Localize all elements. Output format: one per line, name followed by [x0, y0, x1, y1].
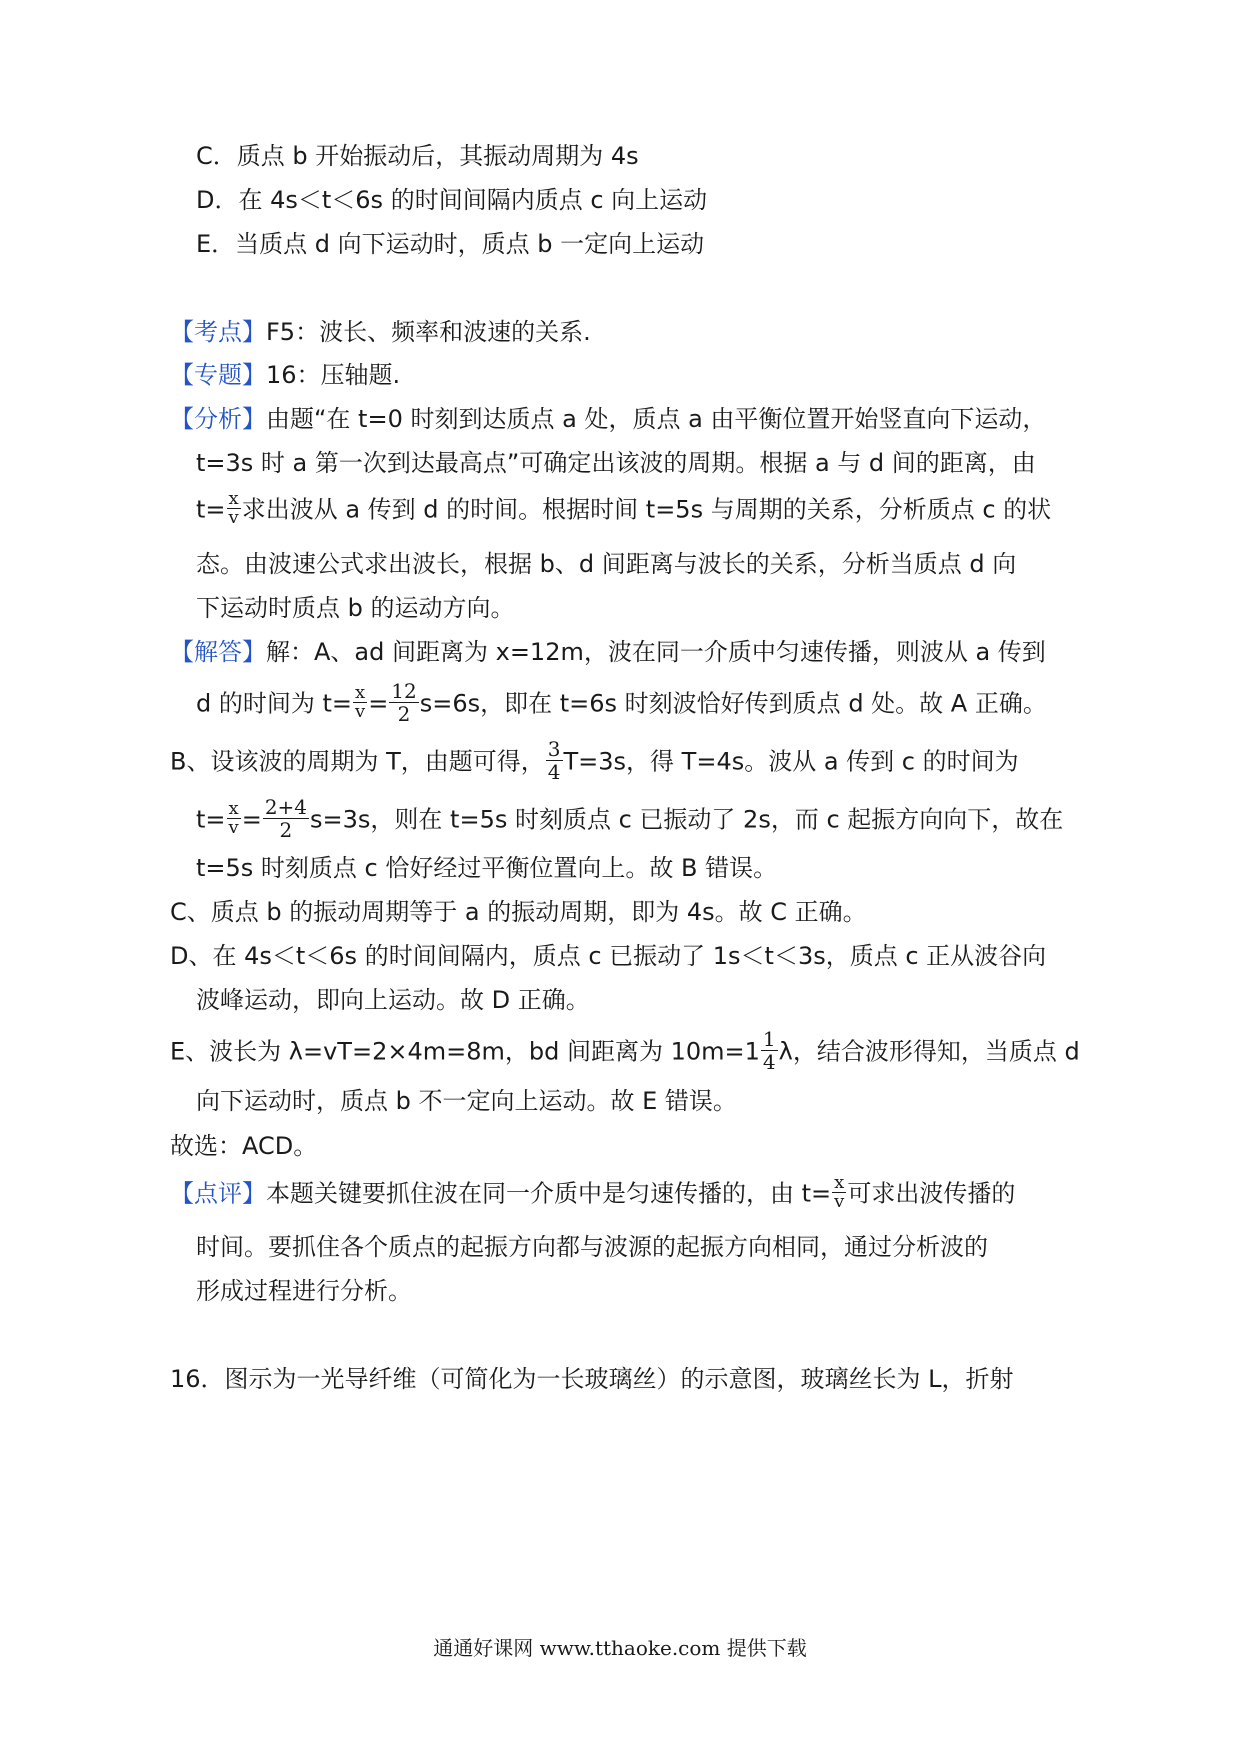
- fraction-x-over-v: $\frac{x}{v}$: [355, 682, 366, 722]
- jieda-text-a1: 解：A、ad 间距离为 x=12m，波在同一介质中匀速传播，则波从 a 传到: [266, 638, 1046, 666]
- dianping-l1-pre: 本题关键要抓住波在同一介质中是匀速传播的，由 t=: [266, 1179, 832, 1208]
- jieda-line-e2: 向下运动时，质点 b 不一定向上运动。故 E 错误。: [196, 1087, 737, 1115]
- fraction-x-over-v: $\frac{x}{v}$: [228, 798, 239, 838]
- fenxi-line-2: t=3s 时 a 第一次到达最高点”可确定出该波的周期。根据 a 与 d 间的距离，由: [196, 449, 1036, 477]
- jieda-line-a2: [196, 679, 1047, 727]
- jieda-line-b3: t=5s 时刻质点 c 恰好经过平衡位置向上。故 B 错误。: [196, 854, 778, 882]
- dianping-line-3: 形成过程进行分析。: [196, 1277, 412, 1305]
- jieda-line-1: [170, 636, 1046, 668]
- zhuanti-tag: 【专题】: [170, 361, 266, 389]
- question-16: 16．图示为一光导纤维（可简化为一长玻璃丝）的示意图，玻璃丝长为 L，折射: [170, 1365, 1014, 1393]
- kaodian-text: F5：波长、频率和波速的关系.: [266, 318, 591, 346]
- fraction-x-over-v: $\frac{x}{v}$: [228, 488, 239, 528]
- fenxi-text-3: 求出波从 a 传到 d 的时间。根据时间 t=5s 与周期的关系，分析质点 c 的状: [241, 495, 1052, 524]
- dianping-line-1: [170, 1172, 1016, 1213]
- fraction-3-over-4: $\frac{3}{4}$: [547, 737, 561, 784]
- fraction-12-over-2: $\frac{12}{2}$: [391, 679, 417, 726]
- fraction-1-over-4: $\frac{1}{4}$: [762, 1027, 776, 1074]
- jieda-b2-pre: t=: [196, 805, 226, 834]
- jieda-line-d1: D、在 4s＜t＜6s 的时间间隔内，质点 c 已振动了 1s＜t＜3s，质点 c 正从波谷向: [170, 942, 1047, 970]
- dianping-tag: 【点评】: [170, 1179, 266, 1208]
- zhuanti-line: [170, 359, 400, 391]
- equals-sign: =: [368, 689, 389, 718]
- option-e: E．当质点 d 向下运动时，质点 b 一定向上运动: [196, 230, 705, 258]
- option-c: C．质点 b 开始振动后，其振动周期为 4s: [196, 142, 639, 170]
- kaodian-line: [170, 316, 591, 348]
- jieda-e1-post: λ，结合波形得知，当质点 d: [778, 1037, 1080, 1066]
- fenxi-line-4: 态。由波速公式求出波长，根据 b、d 间距离与波长的关系，分析当质点 d 向: [196, 550, 1017, 578]
- jieda-line-c1: C、质点 b 的振动周期等于 a 的振动周期，即为 4s。故 C 正确。: [170, 898, 867, 926]
- jieda-b1-post: T=3s，得 T=4s。波从 a 传到 c 的时间为: [563, 747, 1019, 776]
- jieda-e1-pre: E、波长为 λ=vT=2×4m=8m，bd 间距离为 10m=1: [170, 1037, 760, 1066]
- jieda-line-b2: [196, 795, 1064, 843]
- kaodian-tag: 【考点】: [170, 318, 266, 346]
- jieda-tag: 【解答】: [170, 638, 266, 666]
- dianping-line-2: 时间。要抓住各个质点的起振方向都与波源的起振方向相同，通过分析波的: [196, 1233, 988, 1261]
- answer-line: 故选：ACD。: [170, 1132, 318, 1160]
- fraction-sum-over-2: $\frac{2+4}{2}$: [264, 795, 308, 842]
- equals-sign: =: [241, 805, 262, 834]
- fenxi-t-eq: t=: [196, 495, 226, 524]
- fraction-x-over-v: $\frac{x}{v}$: [834, 1172, 845, 1212]
- jieda-b1-pre: B、设该波的周期为 T，由题可得，: [170, 747, 545, 776]
- page-footer: 通通好课网 www.tthaoke.com 提供下载: [433, 1636, 807, 1660]
- fenxi-line-3: [196, 488, 1052, 529]
- fenxi-text-1: 由题“在 t=0 时刻到达质点 a 处，质点 a 由平衡位置开始竖直向下运动，: [266, 405, 1047, 433]
- jieda-a2-post: s=6s，即在 t=6s 时刻波恰好传到质点 d 处。故 A 正确。: [419, 689, 1047, 718]
- fenxi-line-5: 下运动时质点 b 的运动方向。: [196, 594, 515, 622]
- fenxi-tag: 【分析】: [170, 405, 266, 433]
- jieda-line-e1: [170, 1027, 1080, 1075]
- jieda-line-d2: 波峰运动，即向上运动。故 D 正确。: [196, 986, 590, 1014]
- fenxi-line-1: [170, 403, 1046, 435]
- jieda-line-b1: [170, 737, 1019, 785]
- jieda-b2-post: s=3s，则在 t=5s 时刻质点 c 已振动了 2s，而 c 起振方向向下，故在: [310, 805, 1064, 834]
- dianping-l1-post: 可求出波传播的: [847, 1179, 1016, 1208]
- jieda-a2-pre: d 的时间为 t=: [196, 689, 353, 718]
- option-d: D．在 4s＜t＜6s 的时间间隔内质点 c 向上运动: [196, 186, 708, 214]
- zhuanti-text: 16：压轴题.: [266, 361, 401, 389]
